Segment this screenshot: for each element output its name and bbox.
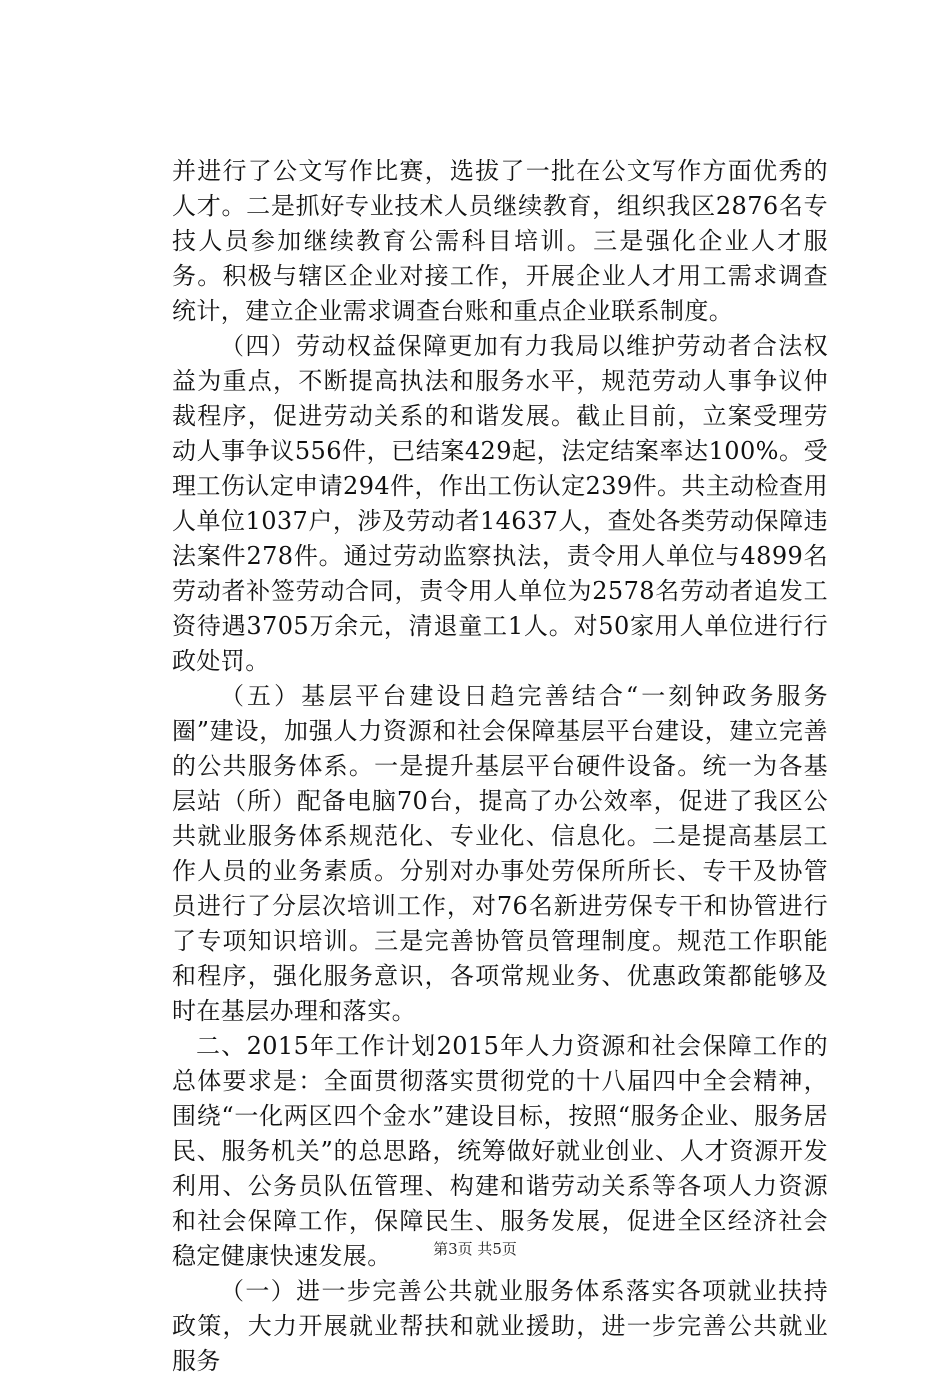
- paragraph-talent-continuation: 并进行了公文写作比赛，选拔了一批在公文写作方面优秀的人才。二是抓好专业技术人员继续教育，组织我区2876名专技人员参加继续教育公需科目培训。三是强化企业人才服务。积极与辖区企业对接工作，开展企业人才用工需求调查统计，建立企业需求调查台账和重点企业联系制度。: [172, 157, 828, 325]
- paragraph-grassroots-platform: （五）基层平台建设日趋完善结合“一刻钟政务服务圈”建设，加强人力资源和社会保障基层平台建设，建立完善的公共服务体系。一是提升基层平台硬件设备。统一为各基层站（所）配备电脑70台，提高了办公效率，促进了我区公共就业服务体系规范化、专业化、信息化。二是提高基层工作人员的业务素质。分别对办事处劳保所所长、专干及协管员进行了分层次培训工作，对76名新进劳保专干和协管进行了专项知识培训。三是完善协管员管理制度。规范工作职能和程序，强化服务意识，各项常规业务、优惠政策都能够及时在基层办理和落实。: [172, 682, 828, 1025]
- page-number-footer: 第3页 共5页: [433, 1240, 517, 1258]
- paragraph-labor-rights: （四）劳动权益保障更加有力我局以维护劳动者合法权益为重点，不断提高执法和服务水平，规范劳动人事争议仲裁程序，促进劳动关系的和谐发展。截止目前，立案受理劳动人事争议556件，已结案429起，法定结案率达100%。受理工伤认定申请294件，作出工伤认定239件。共主动检查用人单位1037户，涉及劳动者14637人，查处各类劳动保障违法案件278件。通过劳动监察执法，责令用人单位与4899名劳动者补签劳动合同，责令用人单位为2578名劳动者追发工资待遇3705万余元，清退童工1人。对50家用人单位进行行政处罚。: [172, 332, 828, 675]
- paragraph-employment-service: （一）进一步完善公共就业服务体系落实各项就业扶持政策，大力开展就业帮扶和就业援助，进一步完善公共就业服务: [172, 1277, 828, 1375]
- document-body: [172, 154, 828, 1379]
- paragraph-2015-work-plan: 二、2015年工作计划2015年人力资源和社会保障工作的总体要求是：全面贯彻落实贯彻党的十八届四中全会精神，围绕“一化两区四个金水”建设目标，按照“服务企业、服务居民、服务机关”的总思路，统筹做好就业创业、人才资源开发利用、公务员队伍管理、构建和谐劳动关系等各项人力资源和社会保障工作，保障民生、服务发展，促进全区经济社会稳定健康快速发展。: [172, 1032, 828, 1270]
